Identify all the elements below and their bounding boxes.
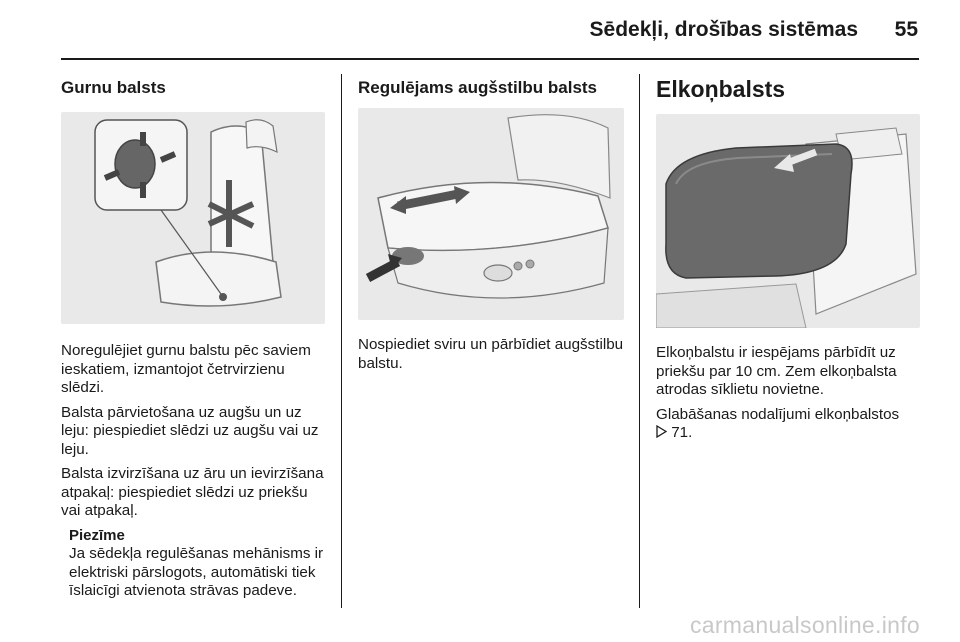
page-reference-icon [656,425,667,444]
section-title: Gurnu balsts [61,78,166,97]
note-box [69,527,325,601]
page-reference-link[interactable]: 71. [671,424,693,441]
column-armrest [656,74,920,444]
page-header [0,0,960,60]
column-thigh-support [358,74,624,373]
thigh-support-illustration [358,108,624,320]
watermark: carmanualsonline.info [689,612,920,638]
header-rule [61,58,919,60]
paragraph: Balsta izvirzīšana uz āru un ievirzīšana atpakaļ: piespiediet slēdzi uz priekšu vai atpakaļ. [61,465,324,519]
note-text: Ja sēdekļa regulēšanas mehānisms ir elektriski pārslogots, automātiski tiek īslaicīgi atvienota strāvas padeve. [69,545,324,599]
column-divider [639,74,640,608]
note-title: Piezīme [69,526,125,544]
column-lumbar-support [61,74,325,601]
column-divider [341,74,342,608]
header-title: Sēdekļi, drošības sistēmas [589,18,858,41]
lumbar-support-illustration [61,112,325,324]
section-title: Elkoņbalsts [656,76,786,102]
paragraph: Balsta pārvietošana uz augšu un uz leju: piespiediet slēdzi uz augšu vai uz leju. [61,403,319,458]
paragraph-text: Glabāšanas nodalījumi elkoņbalstos [656,405,900,423]
section-title: Regulējams augšstilbu balsts [358,78,598,97]
paragraph: Noregulējiet gurnu balstu pēc saviem ieskatiem, izmantojot četrvirzienu slēdzi. [61,342,311,396]
paragraph-with-reference [656,406,920,444]
paragraph: Nospiediet sviru un pārbīdiet augšstilbu balstu. [358,336,624,372]
page-number: 55 [894,18,918,41]
armrest-illustration [656,114,920,328]
paragraph: Elkoņbalstu ir iespējams pārbīdīt uz priekšu par 10 cm. Zem elkoņbalsta atrodas sīklietu novietne. [656,344,897,398]
